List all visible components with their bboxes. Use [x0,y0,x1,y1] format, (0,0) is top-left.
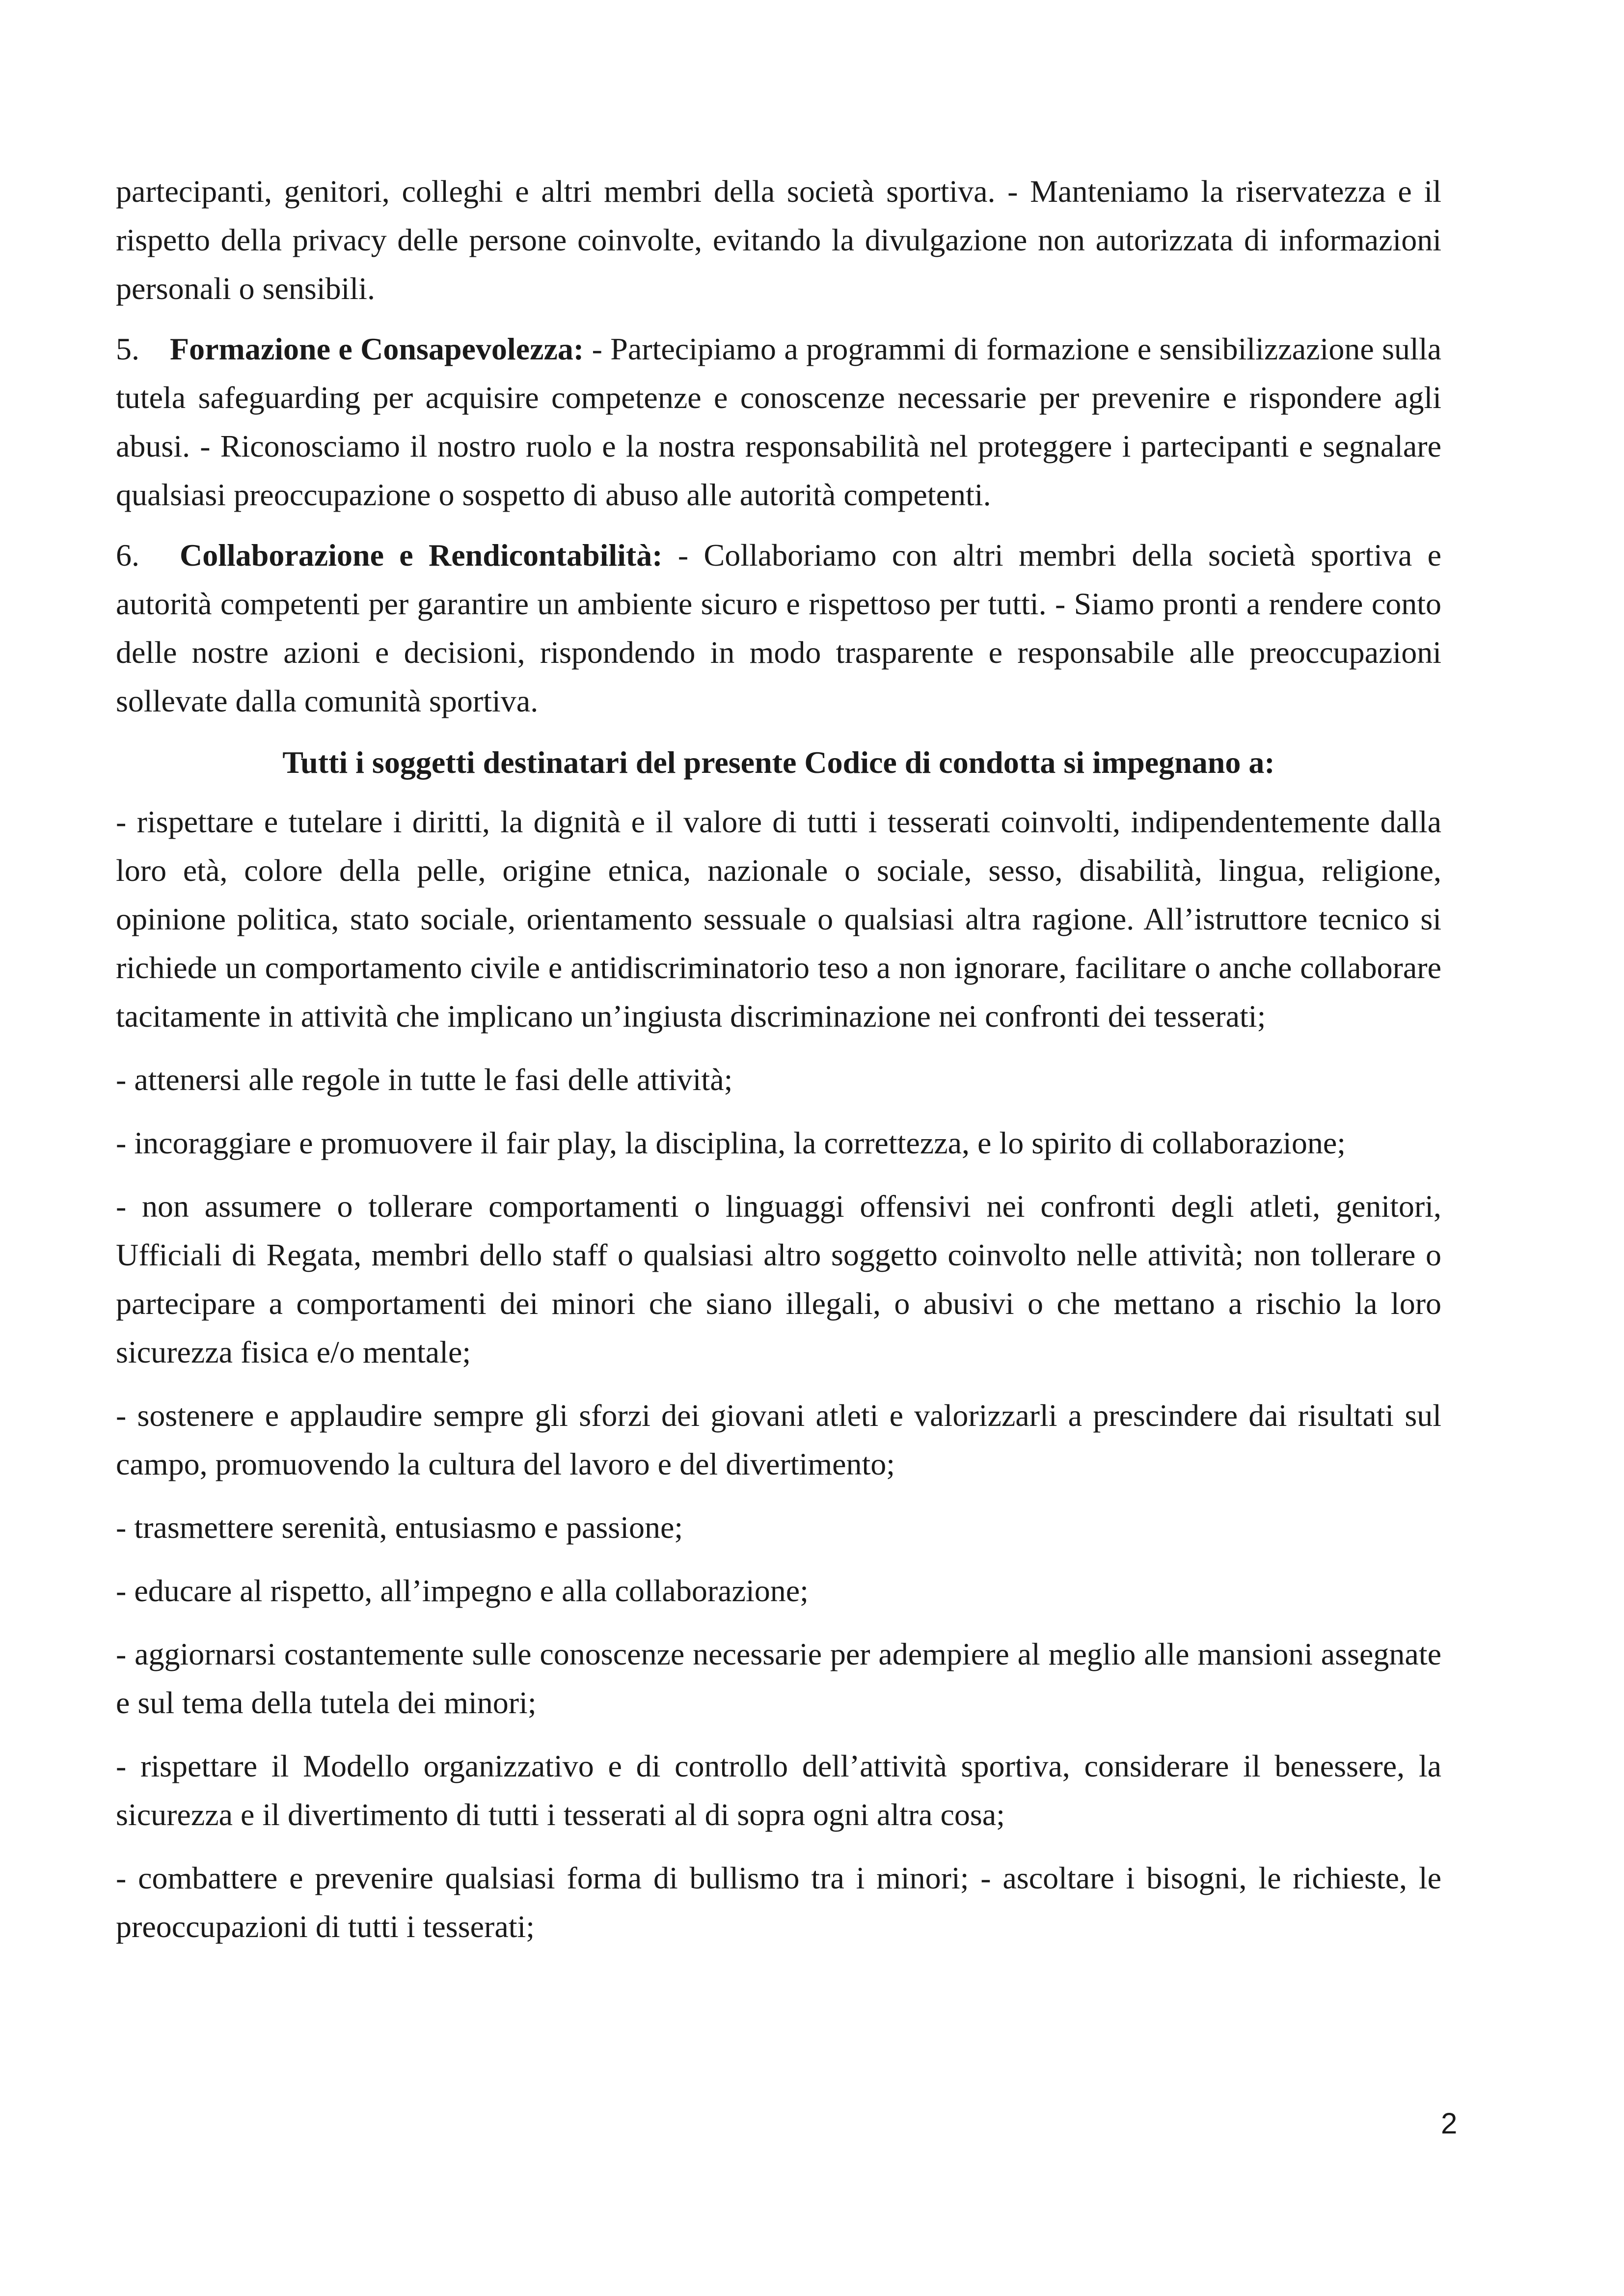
page-number: 2 [1441,2107,1458,2140]
commitment-item: - incoraggiare e promuovere il fair play, la disciplina, la correttezza, e lo spirito di collaborazione; [116,1125,1346,1160]
section-formazione [116,325,1441,519]
commitment-item: - attenersi alle regole in tutte le fasi delle attività; [116,1062,733,1097]
section-number: 5. [116,331,139,366]
commitment-item: - rispettare il Modello organizzativo e di controllo dell’attività sportiva, considerare il benessere, la sicurezza e il divertimento di tutti i tesserati al di sopra ogni altra cosa; [116,1749,1441,1832]
commitment-item: - non assumere o tollerare comportamenti o linguaggi offensivi nei confronti degli atleti, genitori, Ufficiali di Regata, membri dello staff o qualsiasi altro soggetto coinvolto nelle attività; non tollerare o partecipare a comportamenti dei minori che siano illegali, o abusivi o che mettano a rischio la loro sicurezza fisica e/o mentale; [116,1189,1441,1369]
section-body: - Partecipiamo a programmi di formazione e sensibilizzazione sulla tutela safeguarding per acquisire competenze e conoscenze necessarie per prevenire e rispondere agli abusi. - Riconosciamo il nostro ruolo e la nostra responsabilità nel proteggere i partecipanti e segnalare qualsiasi preoccupazione o sospetto di abuso alle autorità competenti. [116,331,1442,512]
commitment-item: - educare al rispetto, all’impegno e alla collaborazione; [116,1573,809,1608]
commitment-item: - combattere e prevenire qualsiasi forma di bullismo tra i minori; - ascoltare i bisogni, le richieste, le preoccupazioni di tutti i tesserati; [116,1860,1441,1944]
section-number: 6. [116,538,139,573]
document-page [116,167,1441,1966]
commitment-item: - trasmettere serenità, entusiasmo e passione; [116,1510,683,1545]
section-title: Collaborazione e Rendicontabilità: [180,538,663,573]
commitments-list [116,797,1441,1951]
commitment-item: - rispettare e tutelare i diritti, la dignità e il valore di tutti i tesserati coinvolti, indipendentemente dalla loro età, colore della pelle, origine etnica, nazionale o sociale, sesso, disabilità, lingua, religione, opinione politica, stato sociale, orientamento sessuale o qualsiasi altra ragione. All’istruttore tecnico si richiede un comportamento civile e antidiscriminatorio teso a non ignorare, facilitare o anche collaborare tacitamente in attività che implicano un’ingiusta discriminazione nei confronti dei tesserati; [116,804,1441,1034]
section-body: - Collaboriamo con altri membri della società sportiva e autorità competenti per garantire un ambiente sicuro e rispettoso per tutti. - Siamo pronti a rendere conto delle nostre azioni e decisioni, rispondendo in modo trasparente e responsabile alle preoccupazioni sollevate dalla comunità sportiva. [116,538,1442,718]
commitment-item: - sostenere e applaudire sempre gli sforzi dei giovani atleti e valorizzarli a prescindere dai risultati sul campo, promuovendo la cultura del lavoro e del divertimento; [116,1398,1441,1481]
section-collaborazione [116,531,1441,725]
commitments-heading: Tutti i soggetti destinatari del presente Codice di condotta si impegnano a: [282,745,1275,780]
intro-paragraph: partecipanti, genitori, colleghi e altri membri della società sportiva. - Manteniamo la riservatezza e il rispetto della privacy delle persone coinvolte, evitando la divulgazione non autorizzata di informazioni personali o sensibili. [116,174,1441,306]
section-title: Formazione e Consapevolezza: [170,331,584,366]
commitment-item: - aggiornarsi costantemente sulle conoscenze necessarie per adempiere al meglio alle mansioni assegnate e sul tema della tutela dei minori; [116,1637,1441,1720]
